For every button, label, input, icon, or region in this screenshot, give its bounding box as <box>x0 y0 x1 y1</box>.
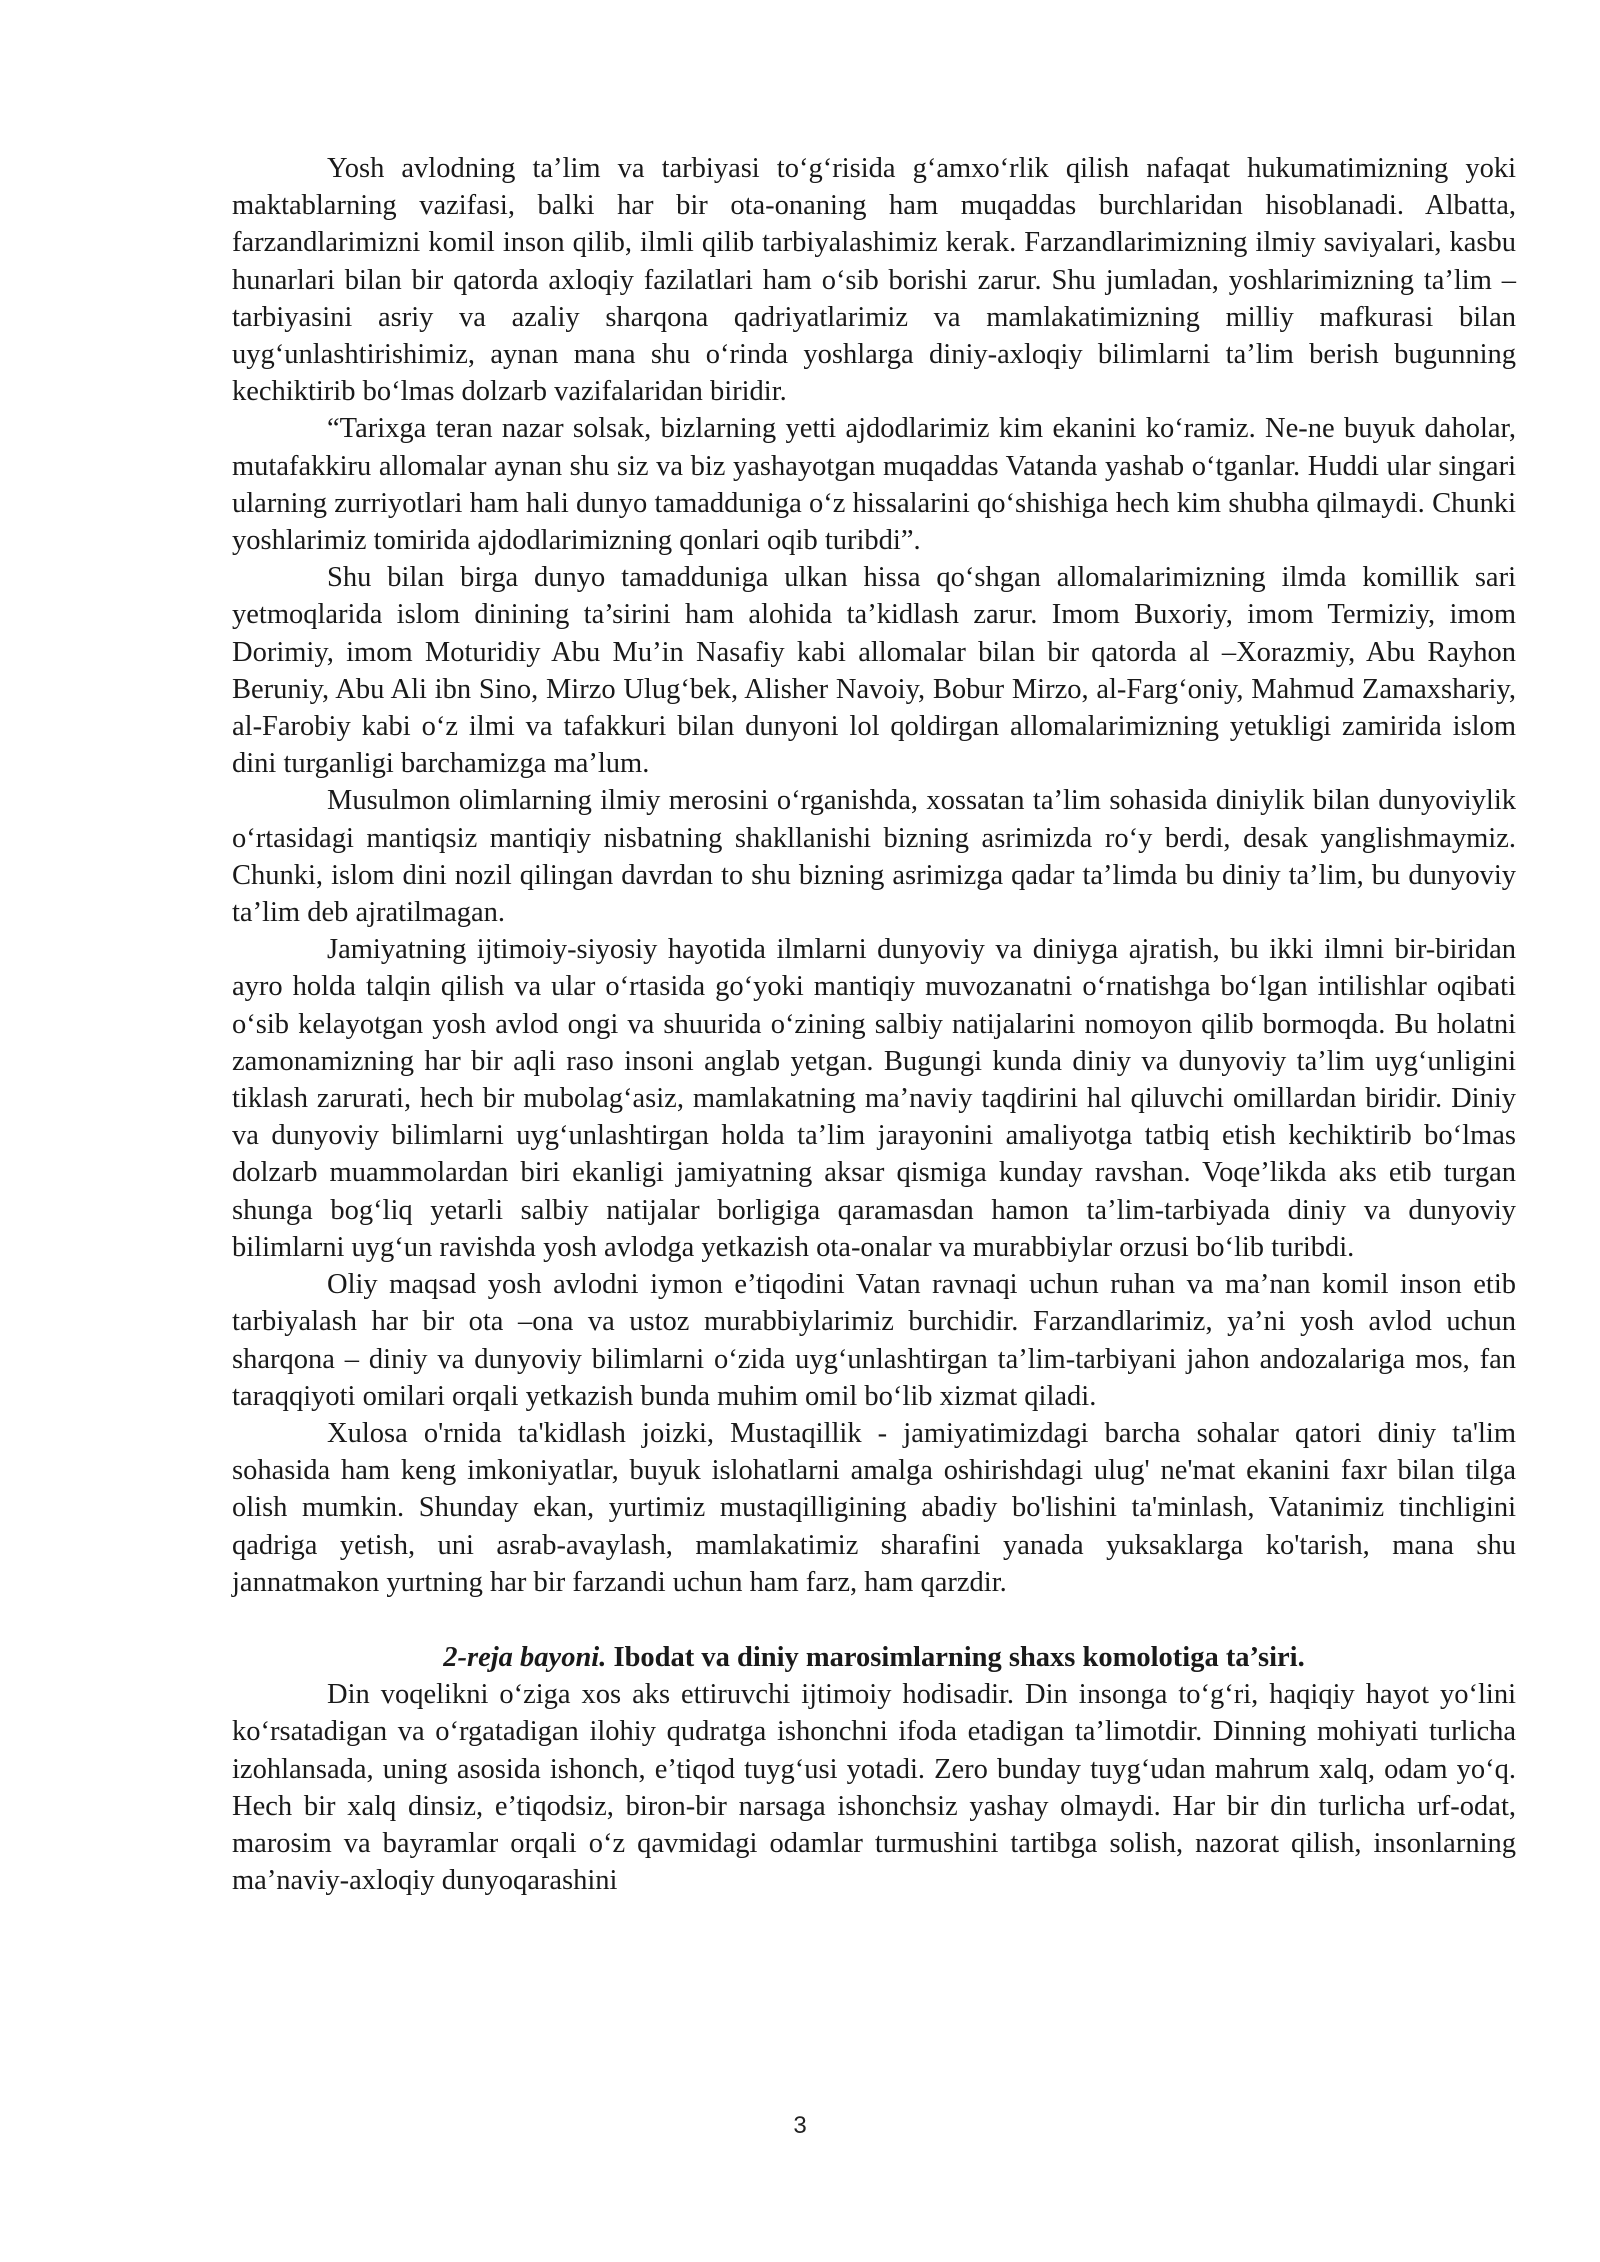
page-number: 3 <box>793 2112 807 2139</box>
section-heading-title: Ibodat va diniy marosimlarning shaxs komolotiga ta’siri. <box>613 1641 1305 1673</box>
paragraph-7: Xulosa o'rnida ta'kidlash joizki, Mustaqillik - jamiyatimizdagi barcha sohalar qatori diniy ta'lim sohasida ham keng imkoniyatlar, buyuk islohatlarni amalga oshirishdagi ulug' ne'mat ekanini faxr bilan tilga olish mumkin. Shunday ekan, yurtimiz mustaqilligining abadiy bo'lishini ta'minlash, Vatanimiz tinchligini qadriga yetish, uni asrab-avaylash, mamlakatimiz sharafini yanada yuksaklarga ko'tarish, mana shu jannatmakon yurtning har bir farzandi uchun ham farz, ham qarzdir. <box>232 1417 1516 1598</box>
paragraph-4: Musulmon olimlarning ilmiy merosini o‘rganishda, xossatan ta’lim sohasida diniylik bilan dunyoviylik o‘rtasidagi mantiqsiz mantiqiy nisbatning shakllanishi bizning asrimizda ro‘y berdi, desak yanglishmaymiz. Chunki, islom dini nozil qilingan davrdan to shu bizning asrimizga qadar ta’limda bu diniy ta’lim, bu dunyoviy ta’lim deb ajratilmagan. <box>232 785 1516 929</box>
paragraph-1: Yosh avlodning ta’lim va tarbiyasi to‘g‘risida g‘amxo‘rlik qilish nafaqat hukumatimizning yoki maktablarning vazifasi, balki har bir ota-onaning ham muqaddas burchlaridan hisoblanadi. Albatta, farzandlarimizni komil inson qilib, ilmli qilib tarbiyalashimiz kerak. Farzandlarimizning ilmiy saviyalari, kasbu hunarlari bilan bir qatorda axloqiy fazilatlari ham o‘sib borishi zarur. Shu jumladan, yoshlarimizning ta’lim –tarbiyasini asriy va azaliy sharqona qadriyatlarimiz va mamlakatimizning milliy mafkurasi bilan uyg‘unlashtirishimiz, aynan mana shu o‘rinda yoshlarga diniy-axloqiy bilimlarni ta’lim berish bugunning kechiktirib bo‘lmas dolzarb vazifalaridan biridir. <box>232 153 1516 408</box>
paragraph-5: Jamiyatning ijtimoiy-siyosiy hayotida ilmlarni dunyoviy va diniyga ajratish, bu ikki ilmni bir-biridan ayro holda talqin qilish va ular o‘rtasida go‘yoki mantiqiy muvozanatni o‘rnatishga bo‘lgan intilishlar oqibati o‘sib kelayotgan yosh avlod ongi va shuurida o‘zining salbiy natijalarini nomoyon qilib bormoqda. Bu holatni zamonamizning har bir aqli raso insoni anglab yetgan. Bugungi kunda diniy va dunyoviy ta’lim uyg‘unligini tiklash zarurati, hech bir mubolag‘asiz, mamlakatning ma’naviy taqdirini hal qiluvchi omillardan biridir. Diniy va dunyoviy bilimlarni uyg‘unlashtirgan holda ta’lim jarayonini amaliyotga tatbiq etish kechiktirib bo‘lmas dolzarb muammolardan biri ekanligi jamiyatning aksar qismiga kunday ravshan. Voqe’likda aks etib turgan shunga bog‘liq yetarli salbiy natijalar borligiga qaramasdan hamon ta’lim-tarbiyada diniy va dunyoviy bilimlarni uyg‘un ravishda yosh avlodga yetkazish ota-onalar va murabbiylar orzusi bo‘lib turibdi. <box>232 934 1516 1263</box>
paragraph-3: Shu bilan birga dunyo tamadduniga ulkan hissa qo‘shgan allomalarimizning ilmda komillik sari yetmoqlarida islom dinining ta’sirini ham alohida ta’kidlash zarur. Imom Buxoriy, imom Termiziy, imom Dorimiy, imom Moturidiy Abu Mu’in Nasafiy kabi allomalar bilan bir qatorda al –Xorazmiy, Abu Rayhon Beruniy, Abu Ali ibn Sino, Mirzo Ulug‘bek, Alisher Navoiy, Bobur Mirzo, al-Farg‘oniy, Mahmud Zamaxshariy, al-Farobiy kabi o‘z ilmi va tafakkuri bilan dunyoni lol qoldirgan allomalarimizning yetukligi zamirida islom dini turganligi barchamizga ma’lum. <box>232 562 1516 780</box>
document-body <box>232 150 1516 1899</box>
paragraph-2: “Tarixga teran nazar solsak, bizlarning yetti ajdodlarimiz kim ekanini ko‘ramiz. Ne-ne buyuk daholar, mutafakkiru allomalar aynan shu siz va biz yashayotgan muqaddas Vatanda yashab o‘tganlar. Huddi ular singari ularning zurriyotlari ham hali dunyo tamadduniga o‘z hissalarini qo‘shishiga hech kim shubha qilmaydi. Chunki yoshlarimiz tomirida ajdodlarimizning qonlari oqib turibdi”. <box>232 413 1516 557</box>
paragraph-6: Oliy maqsad yosh avlodni iymon e’tiqodini Vatan ravnaqi uchun ruhan va ma’nan komil inson etib tarbiyalash har bir ota –ona va ustoz murabbiylarimiz burchidir. Farzandlarimiz, ya’ni yosh avlod uchun sharqona – diniy va dunyoviy bilimlarni o‘zida uyg‘unlashtirgan ta’lim-tarbiyani jahon andozalariga mos, fan taraqqiyoti omilari orqali yetkazish bunda muhim omil bo‘lib xizmat qiladi. <box>232 1269 1516 1412</box>
section-heading <box>232 1639 1516 1676</box>
section-heading-number: 2-reja bayoni. <box>443 1641 607 1673</box>
paragraph-8: Din voqelikni o‘ziga xos aks ettiruvchi ijtimoiy hodisadir. Din insonga to‘g‘ri, haqiqiy hayot yo‘lini ko‘rsatadigan va o‘rgatadigan ilohiy qudratga ishonchni ifoda etadigan ta’limotdir. Dinning mohiyati turlicha izohlansada, uning asosida ishonch, e’tiqod tuyg‘usi yotadi. Zero bunday tuyg‘udan mahrum xalq, odam yo‘q. Hech bir xalq dinsiz, e’tiqodsiz, biron-bir narsaga ishonchsiz yashay olmaydi. Har bir din turlicha urf-odat, marosim va bayramlar orqali o‘z qavmidagi odamlar turmushini tartibga solish, nazorat qilish, insonlarning ma’naviy-axloqiy dunyoqarashini <box>232 1679 1516 1897</box>
